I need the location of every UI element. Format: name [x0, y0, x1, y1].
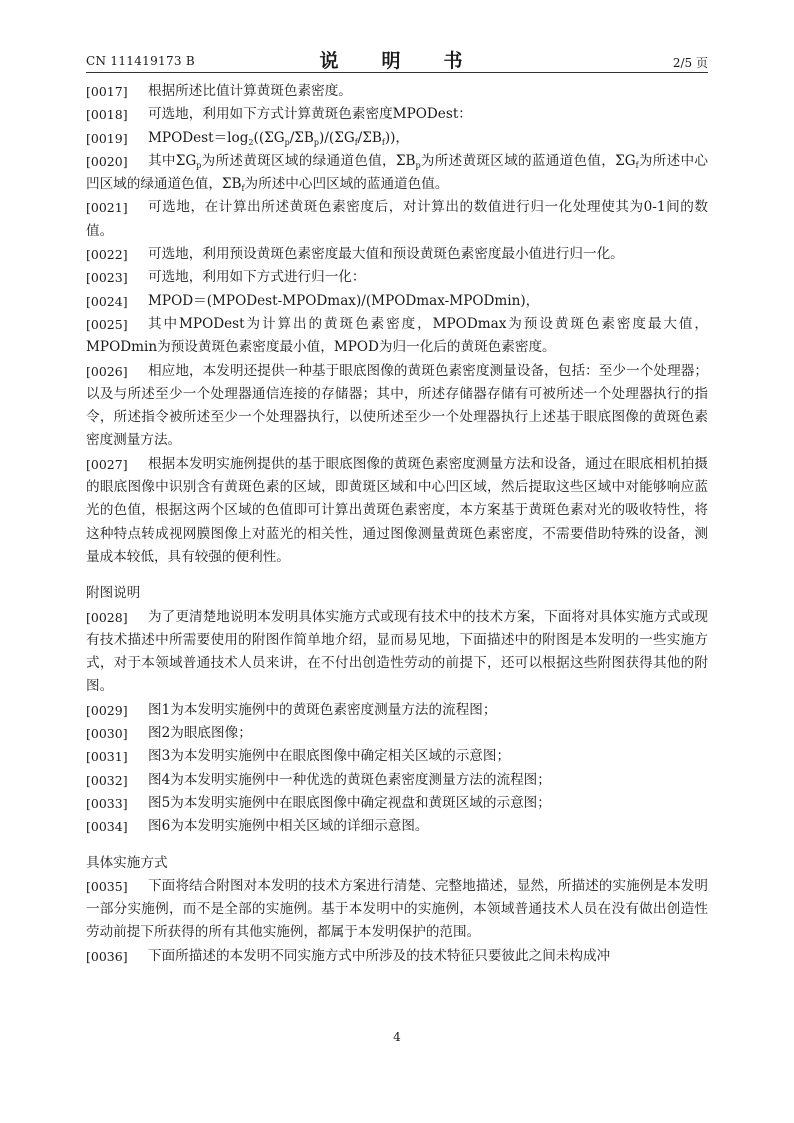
paragraph-number: [0021] — [86, 200, 128, 216]
publication-number: CN 111419173 B — [86, 54, 196, 68]
section-heading-figures: 附图说明 — [86, 585, 141, 602]
paragraph-0031 — [86, 745, 708, 768]
paragraph-text: 图1为本发明实施例中的黄斑色素密度测量方法的流程图； — [148, 701, 497, 718]
paragraph-0024 — [86, 290, 708, 313]
paragraph-0027 — [86, 453, 708, 569]
paragraph-text: 可选地，利用如下方式进行归一化： — [148, 269, 366, 286]
document-title: 说 明 书 — [319, 50, 475, 72]
paragraph-0023 — [86, 266, 708, 289]
paragraph-0029 — [86, 699, 708, 722]
paragraph-number: [0026] — [86, 363, 128, 379]
paragraph-text: 相应地，本发明还提供一种基于眼底图像的黄斑色素密度测量设备，包括：至少一个处理器；以及与所述至少一个处理器通信连接的存储器；其中，所述存储器存储有可被所述一个处理器执行的指令，所述指令被所述至少一个处理器执行，以使所述至少一个处理器执行上述基于眼底图像的黄斑色素密度测量方法。 — [86, 362, 708, 449]
paragraph-text: 图4为本发明实施例中一种优选的黄斑色素密度测量方法的流程图； — [148, 771, 551, 788]
paragraph-number: [0032] — [86, 772, 128, 788]
paragraph-text: 下面所描述的本发明不同实施方式中所涉及的技术特征只要彼此之间未构成冲 — [148, 947, 611, 964]
paragraph-number: [0035] — [86, 878, 128, 894]
paragraph-text: 图5为本发明实施例中在眼底图像中确定视盘和黄斑区域的示意图； — [148, 794, 551, 811]
page-number: 4 — [393, 1030, 401, 1044]
paragraph-text: 根据本发明实施例提供的基于眼底图像的黄斑色素密度测量方法和设备，通过在眼底相机拍摄的眼底图像中识别含有黄斑色素的区域，即黄斑区域和中心凹区域，然后提取这些区域中对能够响应蓝光的色值，根据这两个区域的色值即可计算出黄斑色素密度，本方案基于黄斑色素对光的吸收特性，将这种特点转成视网膜图像上对蓝光的相关性，通过图像测量黄斑色素密度，不需要借助特殊的设备，测量成本较低，具有较强的便利性。 — [86, 455, 708, 565]
paragraph-number: [0018] — [86, 107, 128, 123]
paragraph-0018 — [86, 103, 708, 126]
paragraph-0034 — [86, 815, 708, 838]
section-heading-embodiments: 具体实施方式 — [86, 854, 168, 871]
paragraph-0032 — [86, 769, 708, 792]
paragraph-text: 可选地，利用如下方式计算黄斑色素密度MPODest： — [148, 106, 472, 123]
paragraph-0021 — [86, 196, 708, 243]
paragraph-text: 其中$\Sigma G_p$为所述黄斑区域的绿通道色值，$\Sigma B_p$为所述黄斑区域的蓝通道色值，$\Sigma G_f$为所述中心凹区域的绿通道色值，$\Sigma B_f$为所述中心凹区域的蓝通道色值。 — [86, 152, 708, 194]
paragraph-0017 — [86, 80, 708, 103]
paragraph-0022 — [86, 243, 708, 266]
paragraph-number: [0034] — [86, 819, 128, 835]
paragraph-0026 — [86, 360, 708, 453]
paragraph-number: [0023] — [86, 270, 128, 286]
paragraph-text: 图3为本发明实施例中在眼底图像中确定相关区域的示意图； — [148, 748, 511, 765]
paragraph-number: [0033] — [86, 795, 128, 811]
paragraph-text: 可选地，在计算出所述黄斑色素密度后，对计算出的数值进行归一化处理使其为0-1间的数值。 — [86, 199, 708, 239]
paragraph-number: [0028] — [86, 609, 128, 625]
paragraph-number: [0031] — [86, 749, 128, 765]
paragraph-0019 — [86, 127, 708, 150]
paragraph-text: 其中MPODest为计算出的黄斑色素密度，MPODmax为预设黄斑色素密度最大值，MPODmin为预设黄斑色素密度最小值，MPOD为归一化后的黄斑色素密度。 — [86, 315, 708, 356]
paragraph-text: 图2为眼底图像； — [148, 725, 252, 742]
paragraph-text: 图6为本发明实施例中相关区域的详细示意图。 — [148, 818, 429, 835]
paragraph-0035 — [86, 875, 708, 945]
page-header — [86, 44, 708, 73]
paragraph-number: [0036] — [86, 948, 128, 964]
paragraph-number: [0020] — [86, 153, 128, 169]
document-body — [86, 80, 708, 968]
formula-mpod: MPOD＝(MPODest-MPODmax)/(MPODmax-MPODmin)， — [148, 292, 540, 309]
paragraph-text: 为了更清楚地说明本发明具体实施方式或现有技术中的技术方案，下面将对具体实施方式或现有技术描述中所需要使用的附图作简单地介绍，显而易见地，下面描述中的附图是本发明的一些实施方式，对于本领域普通技术人员来讲，在不付出创造性劳动的前提下，还可以根据这些附图获得其他的附图。 — [86, 608, 708, 695]
paragraph-number: [0024] — [86, 293, 128, 309]
paragraph-number: [0025] — [86, 316, 128, 332]
page-count: 2/5 页 — [672, 56, 708, 70]
formula-mpodest: $MPODest=\log_2((\Sigma G_p/\Sigma B_p)/(\Sigma G_f/\Sigma B_f))$， — [148, 129, 410, 147]
paragraph-number: [0022] — [86, 247, 128, 263]
paragraph-number: [0027] — [86, 456, 128, 472]
paragraph-0030 — [86, 722, 708, 745]
paragraph-number: [0017] — [86, 84, 128, 99]
paragraph-0025 — [86, 313, 708, 360]
paragraph-0028 — [86, 606, 708, 699]
paragraph-text: 根据所述比值计算黄斑色素密度。 — [148, 83, 352, 99]
paragraph-number: [0030] — [86, 726, 128, 742]
paragraph-number: [0019] — [86, 130, 128, 146]
paragraph-0020 — [86, 150, 708, 197]
paragraph-text: 下面将结合附图对本发明的技术方案进行清楚、完整地描述，显然，所描述的实施例是本发明一部分实施例，而不是全部的实施例。基于本发明中的实施例，本领域普通技术人员在没有做出创造性劳动前提下所获得的所有其他实施例，都属于本发明保护的范围。 — [86, 877, 708, 941]
paragraph-0033 — [86, 792, 708, 815]
paragraph-text: 可选地，利用预设黄斑色素密度最大值和预设黄斑色素密度最小值进行归一化。 — [148, 246, 624, 263]
paragraph-number: [0029] — [86, 702, 128, 718]
paragraph-0036 — [86, 945, 708, 968]
